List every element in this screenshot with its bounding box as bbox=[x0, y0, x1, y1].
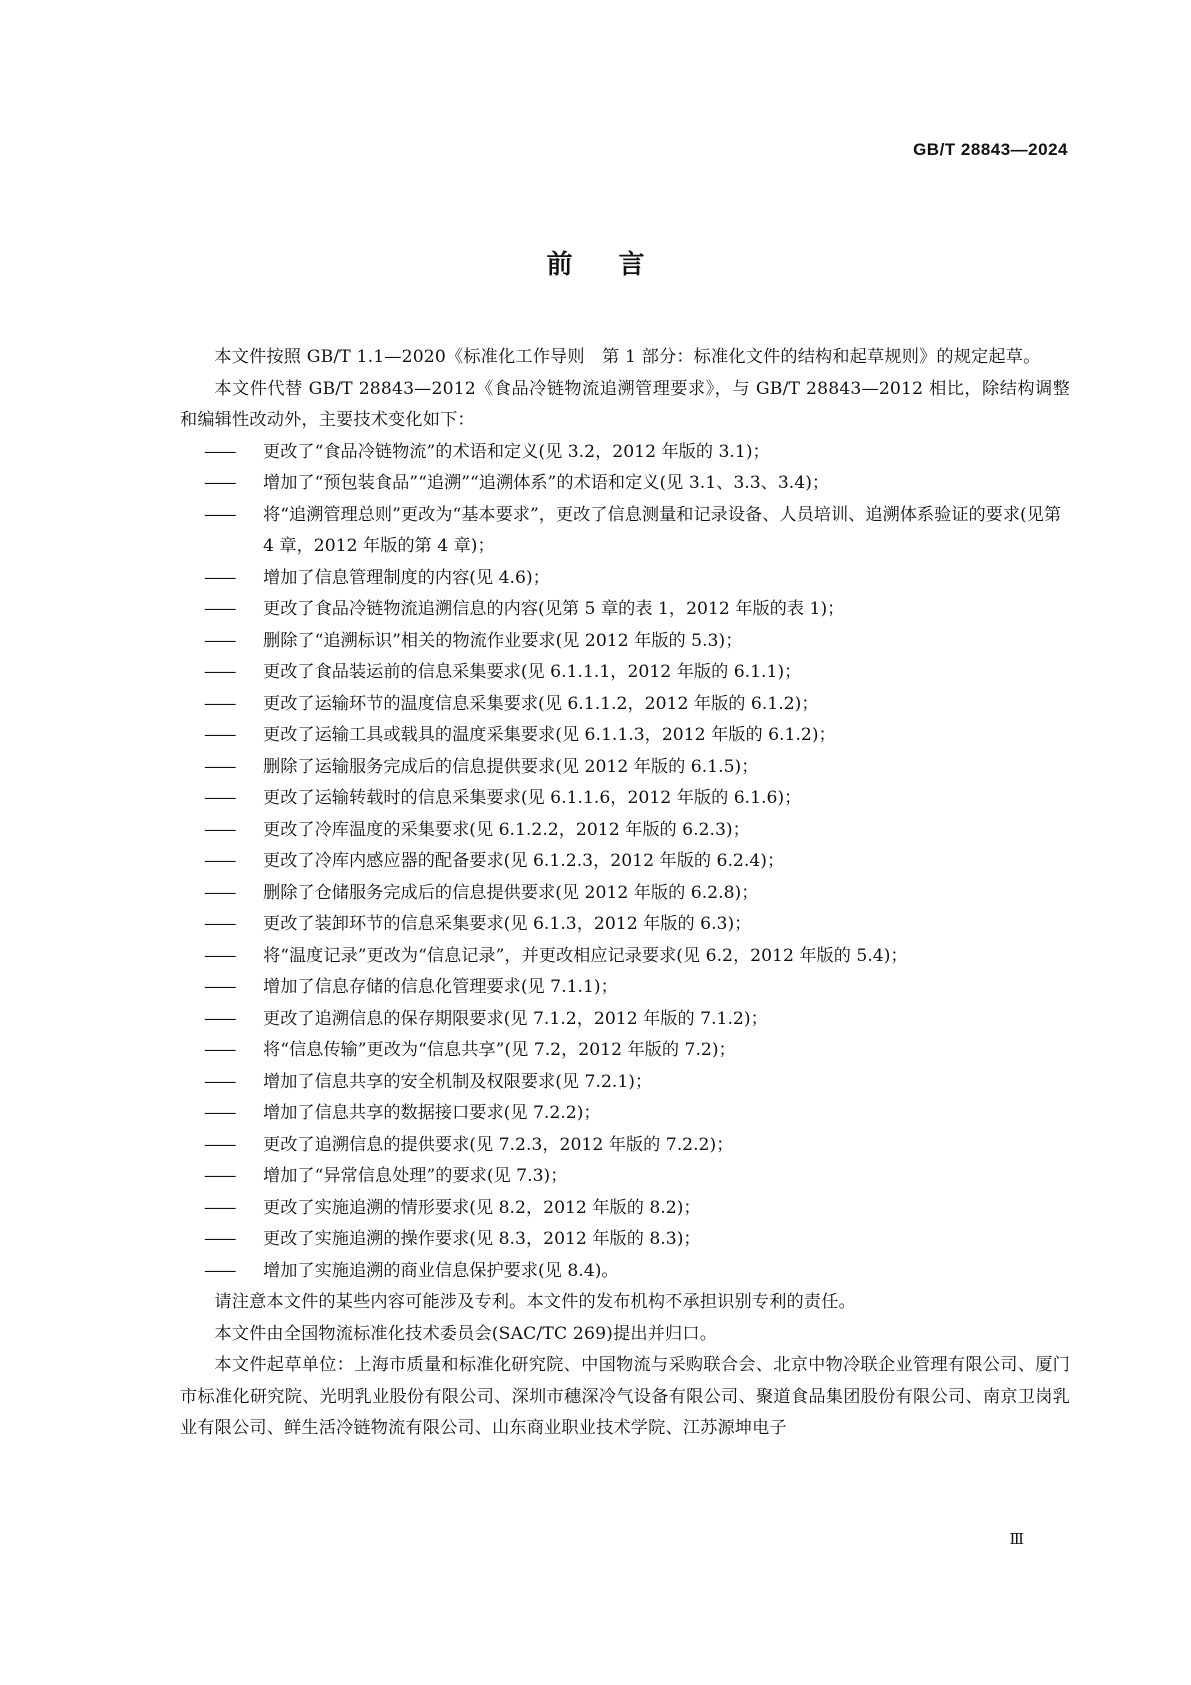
dash-marker: —— bbox=[204, 945, 235, 966]
list-item-text: 增加了“异常信息处理”的要求(见 7.3)； bbox=[263, 1166, 568, 1186]
list-item-text: 更改了冷库内感应器的配备要求(见 6.1.2.3，2012 年版的 6.2.4)； bbox=[263, 851, 785, 871]
list-item bbox=[204, 626, 1070, 658]
list-item-text: 更改了运输转载时的信息采集要求(见 6.1.1.6，2012 年版的 6.1.6)； bbox=[263, 788, 802, 808]
document-body bbox=[180, 342, 1070, 1445]
list-item-text: 更改了实施追溯的操作要求(见 8.3，2012 年版的 8.3)； bbox=[263, 1229, 701, 1249]
list-item-text: 增加了信息管理制度的内容(见 4.6)； bbox=[263, 567, 550, 588]
list-item-text: 更改了实施追溯的情形要求(见 8.2，2012 年版的 8.2)； bbox=[263, 1197, 701, 1218]
list-item-text: 删除了“追溯标识”相关的物流作业要求(见 2012 年版的 5.3)； bbox=[263, 630, 743, 651]
dash-marker: —— bbox=[204, 1071, 235, 1092]
dash-marker: —— bbox=[204, 882, 235, 903]
list-item bbox=[204, 1098, 1070, 1130]
list-item-text: 增加了实施追溯的商业信息保护要求(见 8.4)。 bbox=[263, 1260, 619, 1281]
list-item bbox=[204, 657, 1070, 689]
dash-marker: —— bbox=[204, 977, 235, 997]
dash-marker: —— bbox=[204, 599, 235, 619]
dash-marker: —— bbox=[204, 1260, 235, 1281]
list-item bbox=[204, 878, 1070, 910]
paragraph-proposer: 本文件由全国物流标准化技术委员会(SAC/TC 269)提出并归口。 bbox=[214, 1323, 718, 1344]
list-item bbox=[204, 1004, 1070, 1036]
list-item bbox=[204, 500, 1070, 563]
list-item-text: 将“信息传输”更改为“信息共享”(见 7.2，2012 年版的 7.2)； bbox=[263, 1040, 736, 1060]
dash-marker: —— bbox=[204, 788, 235, 808]
list-item bbox=[204, 1193, 1070, 1225]
dash-marker: —— bbox=[204, 1197, 235, 1218]
dash-marker: —— bbox=[204, 693, 235, 714]
dash-marker: —— bbox=[204, 630, 235, 651]
dash-marker: —— bbox=[204, 819, 235, 840]
dash-marker: —— bbox=[204, 1134, 235, 1155]
paragraph-patent-notice: 请注意本文件的某些内容可能涉及专利。本文件的发布机构不承担识别专利的责任。 bbox=[214, 1292, 856, 1312]
list-item bbox=[204, 1224, 1070, 1256]
list-item-text: 增加了信息共享的安全机制及权限要求(见 7.2.1)； bbox=[263, 1071, 653, 1092]
list-item-text: 更改了追溯信息的提供要求(见 7.2.3，2012 年版的 7.2.2)； bbox=[263, 1134, 734, 1155]
list-item bbox=[204, 689, 1070, 721]
list-item-text: 增加了“预包装食品”“追溯”“追溯体系”的术语和定义(见 3.1、3.3、3.4)； bbox=[263, 473, 830, 493]
list-item-text: 删除了仓储服务完成后的信息提供要求(见 2012 年版的 6.2.8)； bbox=[263, 882, 759, 903]
paragraph-drafting-rules: 本文件按照 GB/T 1.1—2020《标准化工作导则 第 1 部分：标准化文件的结构和起草规则》的规定起草。 bbox=[214, 347, 1041, 367]
dash-marker: —— bbox=[204, 504, 235, 525]
standard-number: GB/T 28843—2024 bbox=[913, 140, 1068, 159]
list-item-text: 增加了信息共享的数据接口要求(见 7.2.2)； bbox=[263, 1103, 601, 1123]
dash-marker: —— bbox=[204, 1166, 235, 1186]
list-item bbox=[204, 752, 1070, 784]
dash-marker: —— bbox=[204, 567, 235, 588]
list-item-text: 更改了追溯信息的保存期限要求(见 7.1.2，2012 年版的 7.1.2)； bbox=[263, 1008, 768, 1029]
list-item bbox=[204, 783, 1070, 815]
list-item-text: 更改了运输工具或载具的温度采集要求(见 6.1.1.3，2012 年版的 6.1.2)； bbox=[263, 725, 836, 745]
list-item bbox=[204, 468, 1070, 500]
list-item bbox=[204, 1035, 1070, 1067]
dash-marker: —— bbox=[204, 1040, 235, 1060]
paragraph-replacement: 本文件代替 GB/T 28843—2012《食品冷链物流追溯管理要求》，与 GB/T 28843—2012 相比，除结构调整和编辑性改动外，主要技术变化如下： bbox=[180, 378, 1070, 430]
dash-marker: —— bbox=[204, 851, 235, 871]
list-item bbox=[204, 909, 1070, 941]
list-item-text: 将“温度记录”更改为“信息记录”，并更改相应记录要求(见 6.2，2012 年版的 5.4)； bbox=[263, 945, 908, 966]
list-item bbox=[204, 1161, 1070, 1193]
list-item bbox=[204, 1067, 1070, 1099]
list-item-text: 更改了装卸环节的信息采集要求(见 6.1.3，2012 年版的 6.3)； bbox=[263, 914, 752, 934]
list-item-text: 更改了运输环节的温度信息采集要求(见 6.1.1.2，2012 年版的 6.1.2)； bbox=[263, 693, 819, 714]
list-item bbox=[204, 563, 1070, 595]
dash-marker: —— bbox=[204, 914, 235, 934]
dash-marker: —— bbox=[204, 725, 235, 745]
list-item bbox=[204, 941, 1070, 973]
list-item-text: 更改了食品装运前的信息采集要求(见 6.1.1.1，2012 年版的 6.1.1)； bbox=[263, 662, 802, 682]
page-title: 前言 bbox=[546, 250, 691, 280]
list-item bbox=[204, 846, 1070, 878]
dash-marker: —— bbox=[204, 756, 235, 777]
page-number: Ⅲ bbox=[1009, 1530, 1024, 1548]
list-item-text: 更改了冷库温度的采集要求(见 6.1.2.2，2012 年版的 6.2.3)； bbox=[263, 819, 750, 840]
dash-marker: —— bbox=[204, 1103, 235, 1123]
list-item-text: 将“追溯管理总则”更改为“基本要求”，更改了信息测量和记录设备、人员培训、追溯体系验证的要求(见第 4 章，2012 年版的第 4 章)； bbox=[263, 504, 1062, 556]
list-item bbox=[204, 815, 1070, 847]
list-item-text: 增加了信息存储的信息化管理要求(见 7.1.1)； bbox=[263, 977, 618, 997]
list-item-text: 更改了“食品冷链物流”的术语和定义(见 3.2，2012 年版的 3.1)； bbox=[263, 441, 770, 462]
paragraph-drafting-units: 本文件起草单位：上海市质量和标准化研究院、中国物流与采购联合会、北京中物冷联企业管理有限公司、厦门市标准化研究院、光明乳业股份有限公司、深圳市穗深冷气设备有限公司、聚道食品集团股份有限公司、南京卫岗乳业有限公司、鲜生活冷链物流有限公司、山东商业职业技术学院、江苏源坤电子 bbox=[180, 1355, 1070, 1438]
list-item-text: 删除了运输服务完成后的信息提供要求(见 2012 年版的 6.1.5)； bbox=[263, 756, 759, 777]
dash-marker: —— bbox=[204, 662, 235, 682]
dash-marker: —— bbox=[204, 441, 235, 462]
list-item bbox=[204, 594, 1070, 626]
list-item-text: 更改了食品冷链物流追溯信息的内容(见第 5 章的表 1，2012 年版的表 1)； bbox=[263, 599, 845, 619]
list-item bbox=[204, 1130, 1070, 1162]
changes-list bbox=[180, 437, 1070, 1288]
dash-marker: —— bbox=[204, 473, 235, 493]
list-item bbox=[204, 437, 1070, 469]
list-item bbox=[204, 972, 1070, 1004]
list-item bbox=[204, 1256, 1070, 1288]
list-item bbox=[204, 720, 1070, 752]
dash-marker: —— bbox=[204, 1229, 235, 1249]
dash-marker: —— bbox=[204, 1008, 235, 1029]
